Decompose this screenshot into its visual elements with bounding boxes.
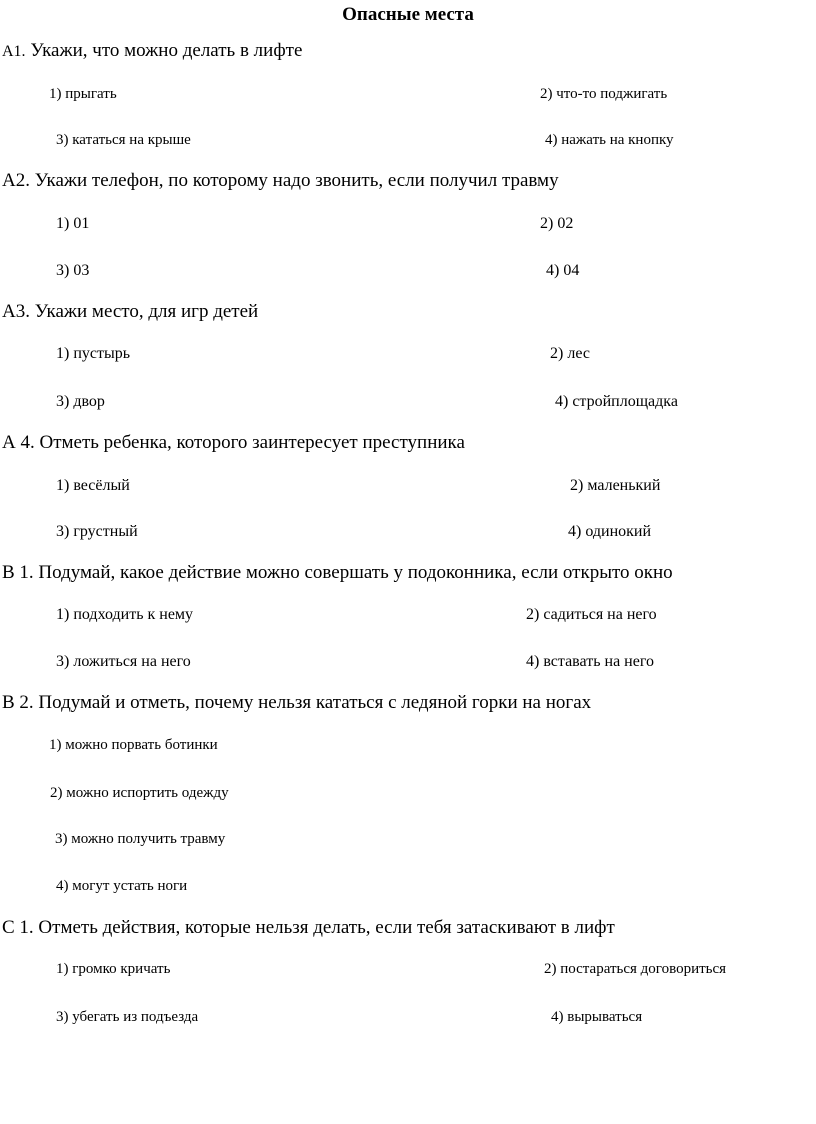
option: 4) могут устать ноги bbox=[56, 878, 188, 894]
option: 1) 01 bbox=[56, 215, 90, 232]
question-a2: А2. Укажи телефон, по которому надо звонить, если получил травму bbox=[2, 170, 559, 191]
option: 3) 03 bbox=[56, 262, 90, 279]
option: 3) убегать из подъезда bbox=[56, 1009, 199, 1025]
option: 1) весёлый bbox=[56, 477, 130, 494]
option: 1) прыгать bbox=[49, 86, 117, 102]
option: 1) громко кричать bbox=[56, 961, 171, 977]
question-b2: В 2. Подумай и отметь, почему нельзя кататься с ледяной горки на ногах bbox=[2, 692, 592, 713]
option: 2) что-то поджигать bbox=[540, 86, 668, 102]
option: 4) стройплощадка bbox=[555, 393, 678, 410]
option: 3) можно получить травму bbox=[55, 831, 226, 847]
question-a3: А3. Укажи место, для игр детей bbox=[2, 301, 259, 322]
option: 2) 02 bbox=[540, 215, 574, 232]
option: 4) 04 bbox=[546, 262, 580, 279]
option: 1) можно порвать ботинки bbox=[49, 737, 218, 753]
option: 2) постараться договориться bbox=[544, 961, 727, 977]
option: 2) можно испортить одежду bbox=[50, 785, 229, 801]
option: 4) вырываться bbox=[551, 1009, 643, 1025]
question-a4: А 4. Отметь ребенка, которого заинтересует преступника bbox=[2, 432, 465, 453]
option: 3) двор bbox=[56, 393, 105, 410]
option: 4) одинокий bbox=[568, 523, 652, 540]
option: 2) садиться на него bbox=[526, 606, 657, 623]
option: 2) лес bbox=[550, 345, 590, 362]
option: 4) нажать на кнопку bbox=[545, 132, 674, 148]
option: 4) вставать на него bbox=[526, 653, 654, 670]
question-prefix: А1. bbox=[2, 43, 26, 60]
option: 2) маленький bbox=[570, 477, 661, 494]
option: 3) ложиться на него bbox=[56, 653, 191, 670]
option: 3) грустный bbox=[56, 523, 138, 540]
option: 1) пустырь bbox=[56, 345, 131, 362]
question-a1 bbox=[2, 40, 302, 62]
question-text: Укажи, что можно делать в лифте bbox=[25, 40, 303, 61]
option: 3) кататься на крыше bbox=[56, 132, 191, 148]
option: 1) подходить к нему bbox=[56, 606, 194, 623]
page-title: Опасные места bbox=[342, 4, 474, 25]
question-c1: С 1. Отметь действия, которые нельзя делать, если тебя затаскивают в лифт bbox=[2, 917, 615, 938]
question-b1: В 1. Подумай, какое действие можно совершать у подоконника, если открыто окно bbox=[2, 562, 673, 583]
